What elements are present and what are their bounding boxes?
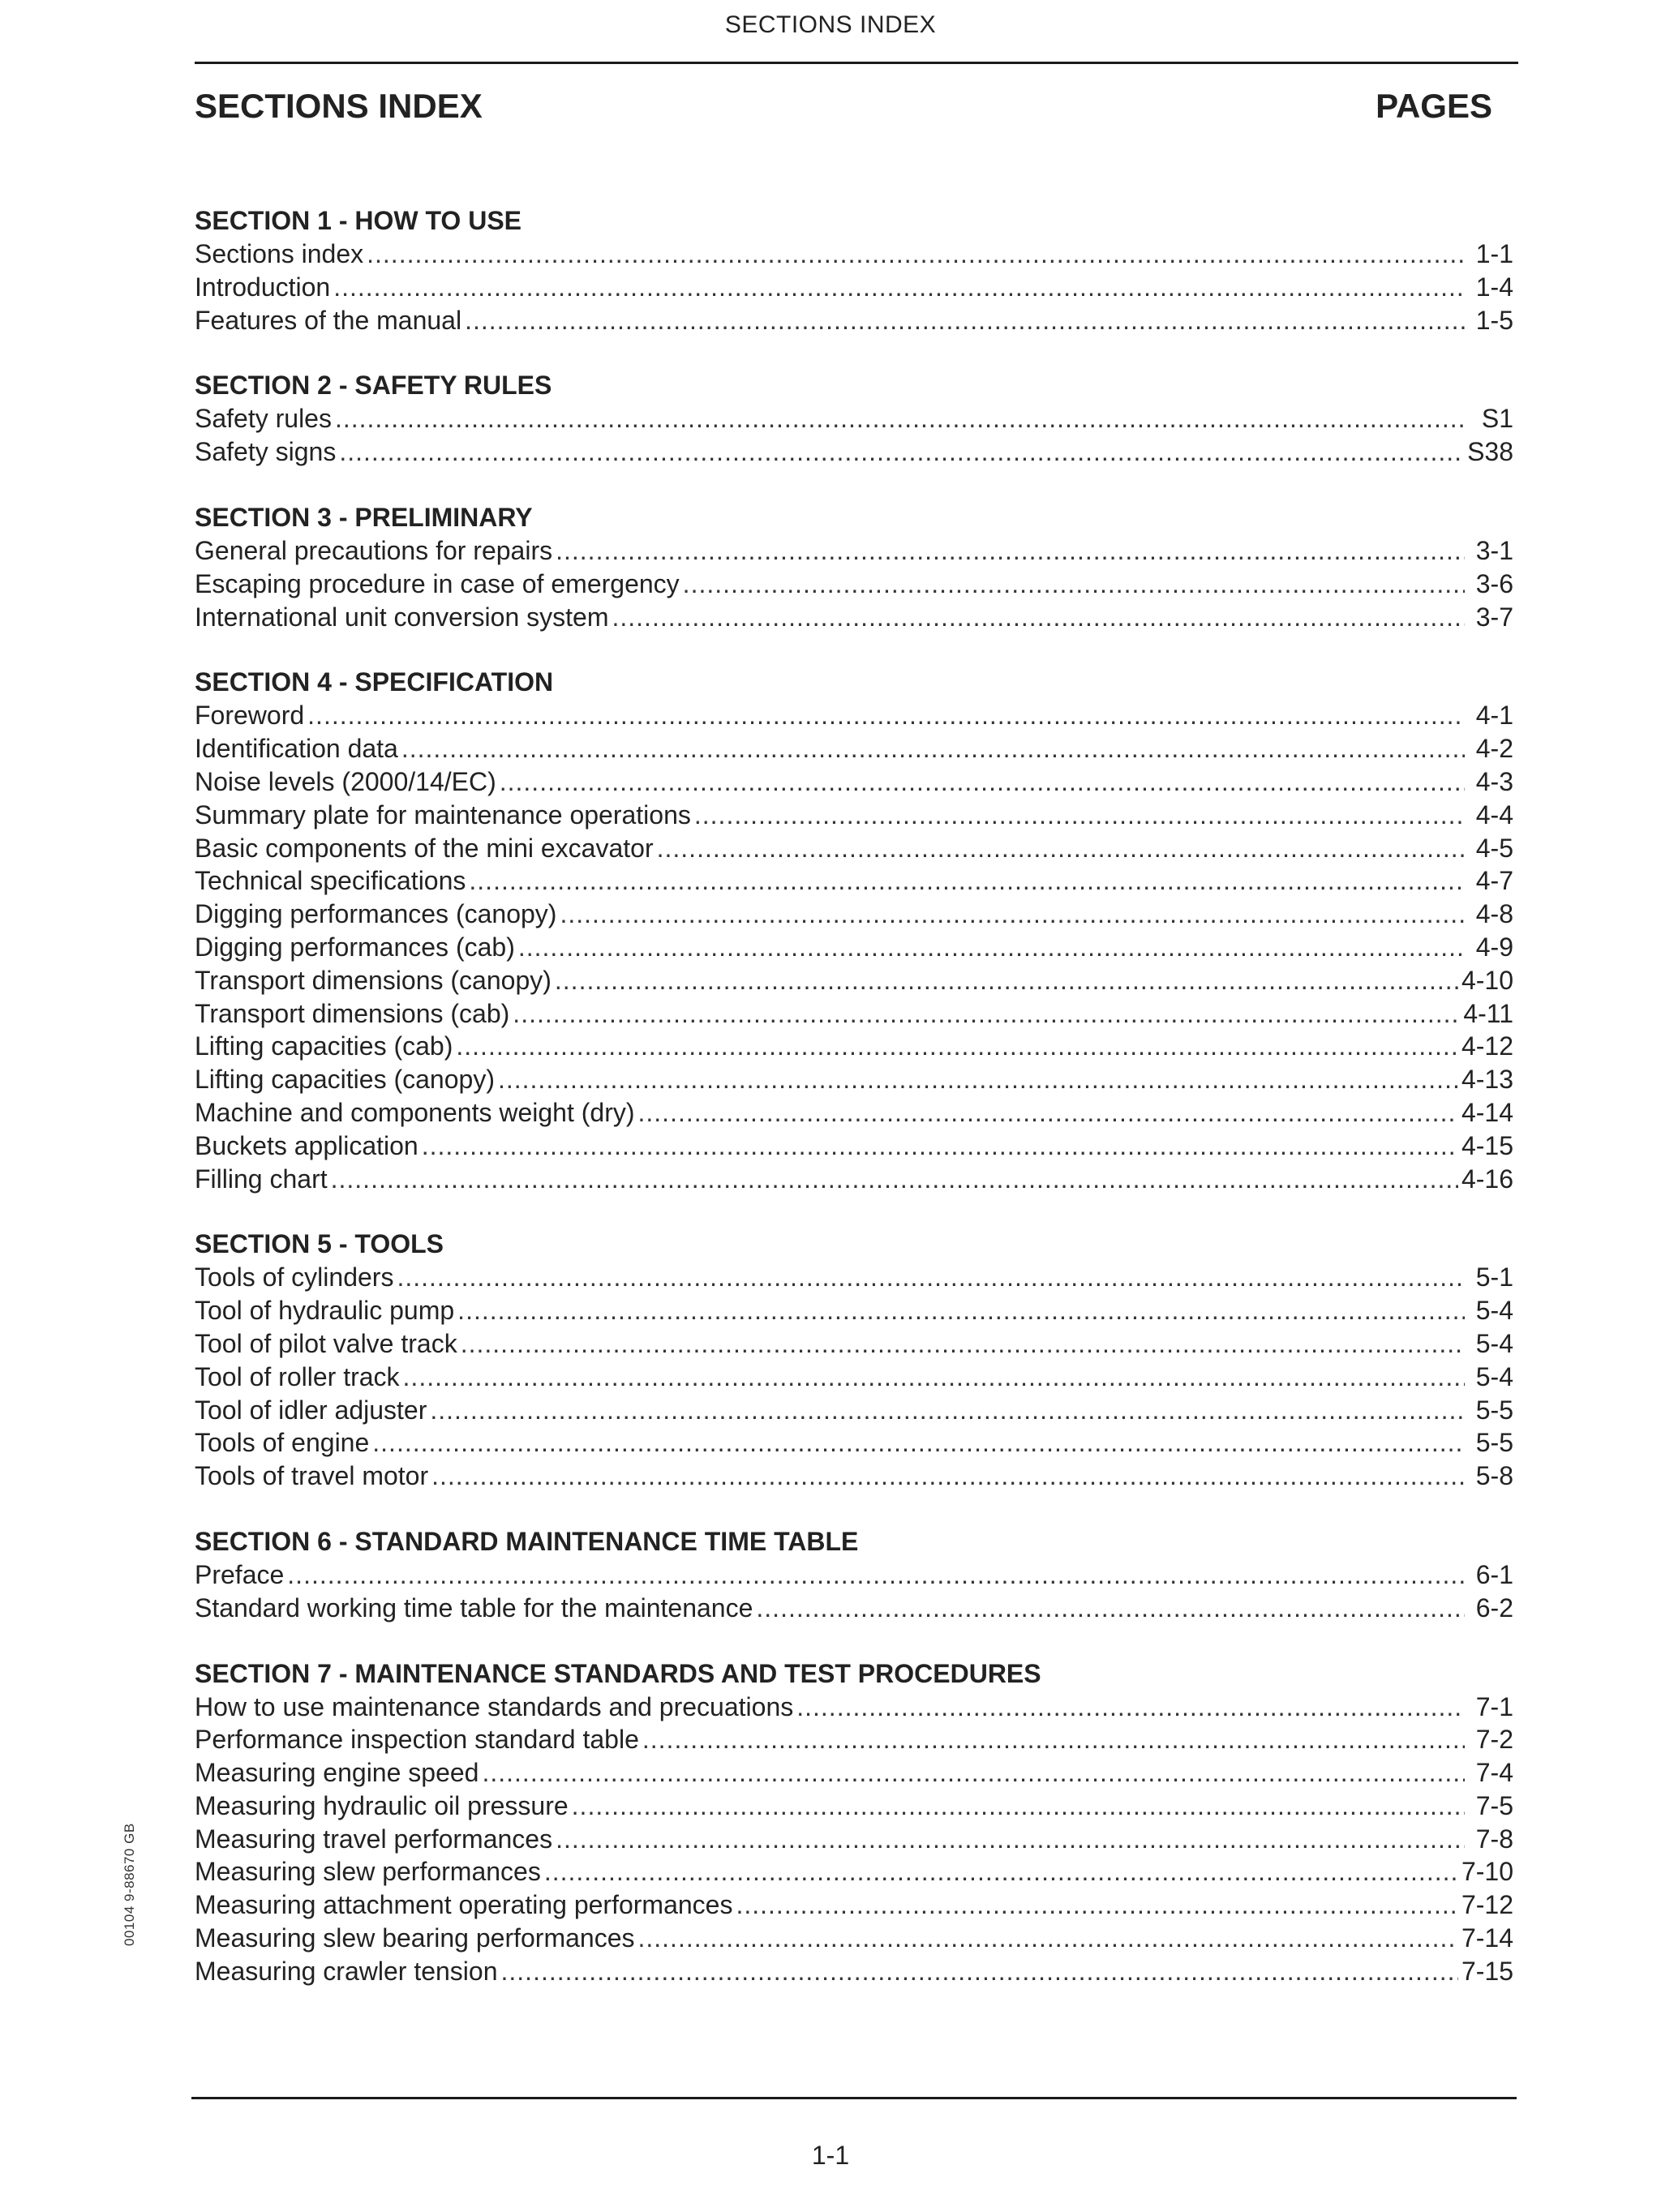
dot-leader	[367, 238, 1465, 271]
dot-leader	[560, 898, 1465, 931]
toc-entry-page: 1-1	[1475, 239, 1513, 268]
toc-entry[interactable]	[195, 601, 1518, 634]
toc-entry[interactable]	[195, 898, 1518, 931]
toc-section	[195, 1525, 1518, 1625]
toc-entry[interactable]	[195, 1855, 1518, 1888]
toc-entry-page: 4-8	[1475, 899, 1513, 929]
toc-entry-label: Tool of pilot valve track	[195, 1328, 457, 1358]
toc-entry-label: Escaping procedure in case of emergency	[195, 568, 680, 598]
toc-entry-page: 1-4	[1475, 272, 1513, 302]
dot-leader	[422, 1130, 1458, 1163]
dot-leader	[756, 1592, 1465, 1625]
dot-leader	[333, 271, 1465, 304]
toc-entry[interactable]	[195, 1888, 1518, 1922]
toc-entry[interactable]	[195, 1294, 1518, 1327]
toc-entry-page: 6-1	[1475, 1559, 1513, 1589]
toc-entry-page: 4-1	[1475, 701, 1513, 731]
toc-entry-label: Measuring slew performances	[195, 1857, 541, 1887]
dot-leader	[736, 1888, 1457, 1922]
dot-leader	[572, 1790, 1465, 1823]
running-header: SECTIONS INDEX	[724, 11, 937, 38]
toc-entry-page: S1	[1481, 404, 1513, 434]
toc-entry-page: 5-4	[1475, 1296, 1513, 1326]
toc-section	[195, 501, 1518, 633]
dot-leader	[307, 699, 1465, 732]
dot-leader	[555, 964, 1458, 997]
toc-entry-page: 4-13	[1461, 1065, 1513, 1095]
toc-entry-label: How to use maintenance standards and precuations	[195, 1691, 794, 1721]
toc-entry-label: Measuring hydraulic oil pressure	[195, 1790, 569, 1820]
toc-entry-page: 4-2	[1475, 734, 1513, 764]
toc-entry-label: Safety rules	[195, 404, 332, 434]
page-title: SECTIONS INDEX	[195, 87, 483, 125]
toc-entry-label: Performance inspection standard table	[195, 1725, 639, 1755]
toc-entry-label: General precautions for repairs	[195, 535, 553, 565]
toc-entry-label: Machine and components weight (dry)	[195, 1097, 635, 1127]
toc-entry-page: 7-2	[1475, 1725, 1513, 1755]
toc-entry[interactable]	[195, 238, 1518, 271]
section-heading: SECTION 7 - MAINTENANCE STANDARDS AND TEST PROCEDURES	[195, 1658, 1041, 1688]
dot-leader	[335, 402, 1465, 435]
toc-entry-label: Digging performances (cab)	[195, 932, 515, 962]
toc-entry-page: 5-5	[1475, 1395, 1513, 1425]
section-heading: SECTION 6 - STANDARD MAINTENANCE TIME TABLE	[195, 1526, 859, 1556]
toc-entry-page: 7-10	[1461, 1857, 1513, 1887]
toc-entry-label: Identification data	[195, 734, 398, 764]
toc-entry-page: 5-1	[1475, 1262, 1513, 1292]
dot-leader	[642, 1723, 1465, 1756]
toc-entry-label: Tool of hydraulic pump	[195, 1296, 455, 1326]
dot-leader	[544, 1855, 1458, 1888]
toc-entry[interactable]	[195, 832, 1518, 865]
toc-entry[interactable]	[195, 1955, 1518, 1988]
toc-entry[interactable]	[195, 765, 1518, 799]
toc-entry-label: Technical specifications	[195, 866, 466, 896]
toc-entry[interactable]	[195, 1756, 1518, 1790]
toc-entry-page: 4-11	[1463, 998, 1513, 1028]
toc-entry-label: Tools of travel motor	[195, 1461, 429, 1491]
dot-leader	[498, 1063, 1458, 1096]
dot-leader	[612, 601, 1465, 634]
toc-entry[interactable]	[195, 1096, 1518, 1130]
toc-entry[interactable]	[195, 931, 1518, 964]
dot-leader	[556, 534, 1465, 568]
toc-entry-label: Digging performances (canopy)	[195, 899, 557, 929]
section-heading: SECTION 4 - SPECIFICATION	[195, 667, 554, 697]
toc-entry[interactable]	[195, 1592, 1518, 1625]
toc-entry-label: International unit conversion system	[195, 602, 609, 632]
toc-entry[interactable]	[195, 997, 1518, 1031]
toc-entry-page: 7-12	[1461, 1890, 1513, 1920]
dot-leader	[469, 864, 1465, 898]
toc-entry[interactable]	[195, 1790, 1518, 1823]
toc-entry-label: Safety signs	[195, 437, 337, 467]
toc-entry-label: Tools of engine	[195, 1428, 370, 1458]
toc-entry[interactable]	[195, 1163, 1518, 1196]
toc-entry[interactable]	[195, 1558, 1518, 1592]
dot-leader	[457, 1294, 1465, 1327]
dot-leader	[482, 1756, 1465, 1790]
toc-entry-label: Transport dimensions (cab)	[195, 998, 510, 1028]
toc-entry-page: 4-15	[1461, 1130, 1513, 1160]
toc-entry-page: 3-6	[1475, 568, 1513, 598]
dot-leader	[461, 1327, 1465, 1361]
toc-entry-page: 4-3	[1475, 766, 1513, 796]
toc-entry[interactable]	[195, 1460, 1518, 1493]
toc-entry-page: 7-5	[1475, 1790, 1513, 1820]
dot-leader	[456, 1030, 1458, 1063]
toc-entry-label: Basic components of the mini excavator	[195, 833, 654, 863]
toc-entry-page: 4-16	[1461, 1164, 1513, 1194]
toc-entry[interactable]	[195, 1394, 1518, 1427]
toc-entry-label: Preface	[195, 1559, 285, 1589]
toc-entry[interactable]	[195, 568, 1518, 601]
dot-leader	[401, 732, 1465, 765]
toc-entry-page: 5-8	[1475, 1461, 1513, 1491]
toc-entry[interactable]	[195, 799, 1518, 832]
dot-leader	[638, 1096, 1458, 1130]
toc-entry[interactable]	[195, 1922, 1518, 1955]
toc-entry-label: Tool of roller track	[195, 1361, 400, 1391]
toc-entry-page: 5-4	[1475, 1361, 1513, 1391]
dot-leader	[430, 1394, 1465, 1427]
toc-entry-page: 1-5	[1475, 305, 1513, 335]
toc-entry-page: 7-14	[1461, 1923, 1513, 1953]
toc-entry-label: Filling chart	[195, 1164, 328, 1194]
toc-entry-label: Buckets application	[195, 1130, 418, 1160]
toc-entry-page: 4-5	[1475, 833, 1513, 863]
toc-entry-label: Lifting capacities (canopy)	[195, 1065, 495, 1095]
document-code: 00104 9-88670 GB	[122, 1823, 137, 1946]
dot-leader	[397, 1261, 1465, 1294]
toc-entry[interactable]	[195, 304, 1518, 337]
toc-entry-page: 4-12	[1461, 1031, 1513, 1061]
dot-leader	[500, 765, 1465, 799]
toc-entry-label: Transport dimensions (canopy)	[195, 965, 552, 995]
toc-entry[interactable]	[195, 1361, 1518, 1394]
section-heading: SECTION 2 - SAFETY RULES	[195, 371, 552, 401]
toc-entry[interactable]	[195, 699, 1518, 732]
toc-entry-label: Foreword	[195, 701, 305, 731]
dot-leader	[694, 799, 1465, 832]
dot-leader	[513, 997, 1460, 1031]
toc-entry-label: Introduction	[195, 272, 331, 302]
toc-entry[interactable]	[195, 1723, 1518, 1756]
toc-entry[interactable]	[195, 1426, 1518, 1460]
toc-entry-page: S38	[1467, 437, 1513, 467]
toc-entry-label: Summary plate for maintenance operations	[195, 799, 691, 830]
toc-entry-label: Lifting capacities (cab)	[195, 1031, 453, 1061]
toc-section	[195, 1228, 1518, 1493]
dot-leader	[339, 435, 1464, 469]
toc-entry-page: 4-7	[1475, 866, 1513, 896]
section-heading: SECTION 1 - HOW TO USE	[195, 206, 521, 235]
toc-section	[195, 369, 1518, 469]
toc-entry-label: Features of the manual	[195, 305, 462, 335]
dot-leader	[287, 1558, 1465, 1592]
dot-leader	[403, 1361, 1465, 1394]
toc-entry[interactable]	[195, 1823, 1518, 1856]
toc-entry-page: 3-1	[1475, 535, 1513, 565]
toc-section	[195, 204, 1518, 337]
pages-column-label: PAGES	[1376, 87, 1492, 125]
toc-entry-label: Noise levels (2000/14/EC)	[195, 766, 496, 796]
dot-leader	[331, 1163, 1458, 1196]
toc-entry[interactable]	[195, 1130, 1518, 1163]
toc-entry-page: 5-5	[1475, 1428, 1513, 1458]
toc-entry[interactable]	[195, 964, 1518, 997]
table-of-contents	[195, 204, 1518, 2021]
footer-divider	[191, 2097, 1517, 2099]
toc-entry-label: Measuring slew bearing performances	[195, 1923, 635, 1953]
dot-leader	[556, 1823, 1465, 1856]
toc-section	[195, 1657, 1518, 1988]
toc-entry-label: Standard working time table for the maintenance	[195, 1593, 753, 1623]
toc-entry-page: 7-4	[1475, 1758, 1513, 1788]
dot-leader	[501, 1955, 1458, 1988]
dot-leader	[796, 1691, 1465, 1724]
toc-entry-label: Measuring travel performances	[195, 1824, 553, 1854]
toc-entry-page: 6-2	[1475, 1593, 1513, 1623]
toc-entry-page: 7-1	[1475, 1691, 1513, 1721]
section-heading: SECTION 5 - TOOLS	[195, 1229, 444, 1259]
toc-entry-label: Measuring attachment operating performances	[195, 1890, 733, 1920]
toc-entry[interactable]	[195, 271, 1518, 304]
toc-entry[interactable]	[195, 402, 1518, 435]
toc-entry-page: 4-4	[1475, 799, 1513, 830]
dot-leader	[465, 304, 1465, 337]
toc-entry[interactable]	[195, 1261, 1518, 1294]
toc-entry-label: Tool of idler adjuster	[195, 1395, 427, 1425]
toc-entry-label: Measuring engine speed	[195, 1758, 479, 1788]
toc-section	[195, 666, 1518, 1195]
dot-leader	[637, 1922, 1457, 1955]
dot-leader	[657, 832, 1465, 865]
dot-leader	[372, 1426, 1465, 1460]
toc-entry-page: 5-4	[1475, 1328, 1513, 1358]
toc-entry[interactable]	[195, 1063, 1518, 1096]
toc-entry[interactable]	[195, 1030, 1518, 1063]
toc-entry-label: Sections index	[195, 239, 364, 268]
page-number: 1-1	[811, 2141, 850, 2170]
dot-leader	[431, 1460, 1465, 1493]
toc-entry-page: 4-14	[1461, 1097, 1513, 1127]
toc-entry-page: 4-10	[1461, 965, 1513, 995]
dot-leader	[683, 568, 1465, 601]
toc-entry-label: Tools of cylinders	[195, 1262, 394, 1292]
toc-entry[interactable]	[195, 534, 1518, 568]
toc-entry[interactable]	[195, 1691, 1518, 1724]
dot-leader	[518, 931, 1465, 964]
section-heading: SECTION 3 - PRELIMINARY	[195, 502, 533, 532]
toc-entry[interactable]	[195, 732, 1518, 765]
toc-entry-page: 7-8	[1475, 1824, 1513, 1854]
header-divider	[195, 62, 1518, 64]
toc-entry[interactable]	[195, 1327, 1518, 1361]
toc-entry-page: 4-9	[1475, 932, 1513, 962]
toc-entry[interactable]	[195, 864, 1518, 898]
toc-entry-label: Measuring crawler tension	[195, 1956, 498, 1986]
toc-entry[interactable]	[195, 435, 1518, 469]
toc-entry-page: 7-15	[1461, 1956, 1513, 1986]
title-row	[195, 87, 1492, 127]
toc-entry-page: 3-7	[1475, 602, 1513, 632]
